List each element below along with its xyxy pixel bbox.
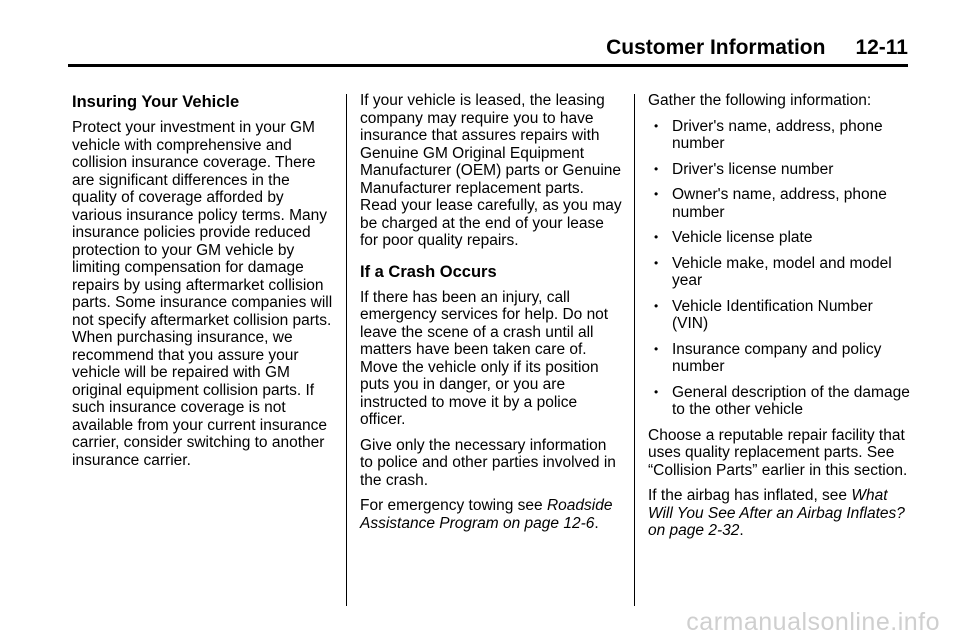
column-divider-1 [346,94,347,606]
list-item-text: Vehicle make, model and model year [672,254,892,289]
header-text [606,36,908,60]
insurance-paragraph: Protect your investment in your GM vehicle with comprehensive and collision insurance coverage. There are significant differences in the quality of coverage afforded by various insurance policy terms. Many insurance policies provide reduced protection to your GM vehicle by limiting compensation for damage repairs by using aftermarket collision parts. Some insurance companies will not specify aftermarket collision parts. When purchasing insurance, we recommend that you assure your vehicle will be repaired with GM original equipment collision parts. If such insurance coverage is not available from your current insurance carrier, consider switching to another insurance carrier. [72,119,333,469]
page-number: 12-11 [855,36,908,59]
column-divider-2 [634,94,635,606]
lease-paragraph: If your vehicle is leased, the leasing company may require you to have insurance that assures repairs with Genuine GM Original Equipment Manufacturer (OEM) parts or Genuine Manufacturer replacement parts. Read your lease carefully, as you may be charged at the end of your lease for poor quality repairs. [360,92,622,249]
list-item [648,118,910,153]
roadside-assistance-link[interactable]: Roadside Assistance Program on page 12-6 [360,497,613,532]
list-item-text: Driver's name, address, phone number [672,117,883,152]
section-title: Customer Information [606,36,826,59]
list-item [648,341,910,376]
bullet-icon: • [654,118,659,133]
list-item [648,161,910,179]
bullet-icon: • [654,187,659,201]
header-rule [68,64,908,67]
watermark: carmanualsonline.info [686,608,940,636]
bullet-icon: • [654,230,659,244]
towing-period: . [594,514,599,532]
towing-paragraph [360,497,622,532]
list-item-text: Vehicle license plate [672,229,813,246]
bullet-icon: • [654,341,659,356]
repair-paragraph: Choose a reputable repair facility that uses quality replacement parts. See “Collision Parts” earlier in this section. [648,426,908,479]
bullet-icon: • [654,298,659,313]
airbag-link[interactable]: What Will You See After an Airbag Inflates? on page 2-32 [648,487,905,539]
heading-if-a-crash-occurs: If a Crash Occurs [360,262,497,281]
list-item [648,255,910,290]
list-item-text: Driver's license number [672,160,834,178]
list-item-text: General description of the damage to the other vehicle [672,383,910,418]
gather-intro: Gather the following information: [648,92,872,109]
list-item-text: Vehicle Identification Number (VIN) [672,297,873,332]
list-item-text: Owner's name, address, phone number [672,186,887,221]
list-item-text: Insurance company and policy number [672,340,882,375]
info-list [648,118,910,419]
bullet-icon: • [654,384,659,399]
heading-insuring-your-vehicle: Insuring Your Vehicle [72,93,240,111]
bullet-icon: • [654,255,659,270]
bullet-icon: • [654,161,659,176]
list-item [648,229,910,247]
page-header [0,0,960,70]
airbag-period: . [739,522,744,539]
airbag-paragraph [648,487,910,540]
list-item [648,186,910,221]
column-insuring [72,92,336,477]
info-paragraph: Give only the necessary information to police and other parties involved in the crash. [360,436,616,489]
column-crash [360,92,622,540]
list-item [648,298,910,333]
airbag-text: If the airbag has inflated, see [648,487,848,504]
crash-paragraph: If there has been an injury, call emergency services for help. Do not leave the scene of a crash until all matters have been taken care of. Move the vehicle only if its position puts you in danger, or you are instructed to move it by a police officer. [360,288,609,428]
list-item [648,384,910,419]
towing-text: For emergency towing see [360,497,543,514]
column-gather-info [648,92,910,548]
